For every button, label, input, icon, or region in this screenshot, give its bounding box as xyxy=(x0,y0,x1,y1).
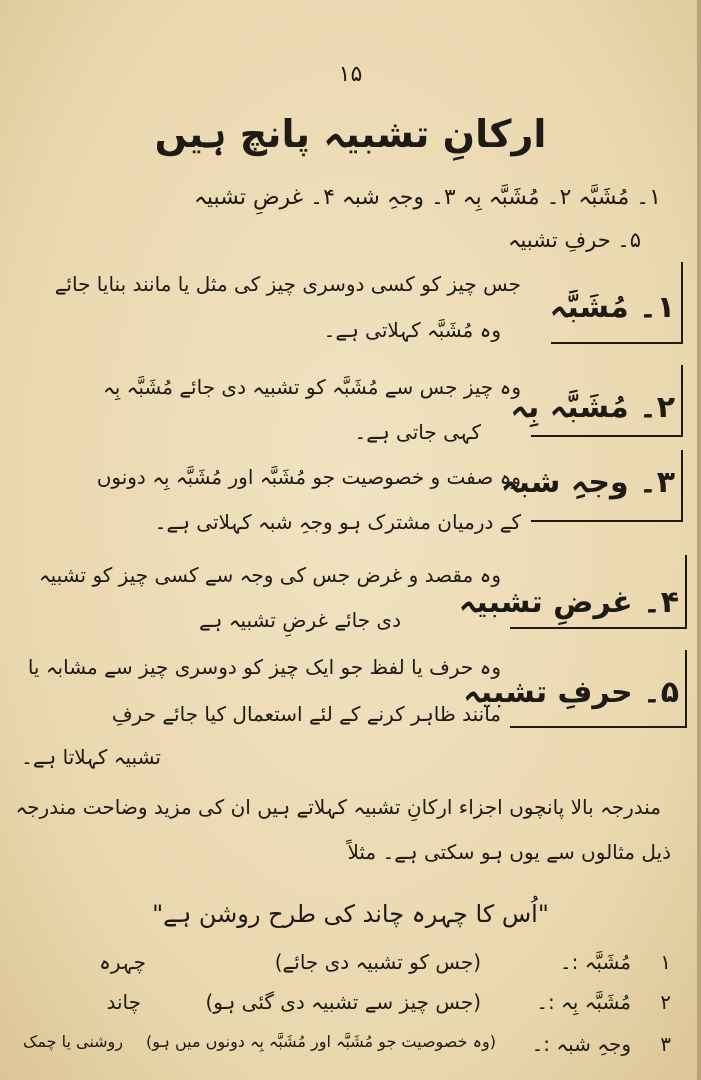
section-5-continuation: تشبیہ کہلاتا ہے۔ xyxy=(21,745,161,769)
page-title: ارکانِ تشبیہ پانچ ہیں xyxy=(154,112,547,156)
section-2-line-2: کہی جاتی ہے۔ xyxy=(354,420,481,444)
section-1-line-2: وہ مُشَبَّہ کہلاتی ہے۔ xyxy=(323,318,501,342)
section-heading-4: ۴۔ غرضِ تشبیہ xyxy=(458,585,679,620)
enumeration-line-1: ۱۔ مُشَبَّہ ۲۔ مُشَبَّہ بِہ ۳۔ وجہِ شبہ ۴۔ غرضِ تشبیہ xyxy=(194,185,661,210)
section-3-line-2: کے درمیان مشترک ہو وجہِ شبہ کہلاتی ہے۔ xyxy=(154,510,521,534)
example-row-3-term: وجہِ شبہ :۔ xyxy=(531,1032,631,1056)
example-row-1-term: مُشَبَّہ :۔ xyxy=(559,950,631,974)
example-row-3-num: ۳ xyxy=(660,1032,671,1056)
section-5-line-2: مانند ظاہر کرنے کے لئے استعمال کیا جائے حرفِ xyxy=(111,702,501,726)
section-2-line-1: وہ چیز جس سے مُشَبَّہ کو تشبیہ دی جائے مُشَبَّہ بِہ xyxy=(103,375,521,399)
example-row-1-desc: (جس کو تشبیہ دی جائے) xyxy=(274,950,481,974)
example-row-3-desc: (وہ خصوصیت جو مُشَبَّہ اور مُشَبَّہ بِہ دونوں میں ہو) xyxy=(145,1032,496,1051)
example-row-2-value: چاند xyxy=(106,990,141,1014)
enumeration-line-2: ۵۔ حرفِ تشبیہ xyxy=(508,228,641,252)
summary-line-2: ذیل مثالوں سے یوں ہو سکتی ہے۔ مثلاً xyxy=(347,840,671,864)
example-row-2-desc: (جس چیز سے تشبیہ دی گئی ہو) xyxy=(205,990,481,1014)
example-sentence: "اُس کا چہرہ چاند کی طرح روشن ہے" xyxy=(152,900,549,928)
example-row-3-value: روشنی یا چمک xyxy=(23,1032,123,1051)
section-heading-1: ۱۔ مُشَبَّہ xyxy=(549,290,675,325)
summary-line-1: مندرجہ بالا پانچوں اجزاء ارکانِ تشبیہ کہلاتے ہیں ان کی مزید وضاحت مندرجہ xyxy=(15,795,661,819)
section-4-line-2: دی جائے غرضِ تشبیہ ہے xyxy=(198,608,401,632)
example-row-2-term: مُشَبَّہ بِہ :۔ xyxy=(536,990,631,1014)
section-heading-5: ۵۔ حرفِ تشبیہ xyxy=(463,675,679,710)
section-1-line-1: جس چیز کو کسی دوسری چیز کی مثل یا مانند بنایا جائے xyxy=(54,272,521,296)
section-4-line-1: وہ مقصد و غرض جس کی وجہ سے کسی چیز کو تشبیہ xyxy=(38,563,501,587)
example-row-1-value: چہرہ xyxy=(99,950,146,974)
section-heading-2: ۲۔ مُشَبَّہ بِہ xyxy=(510,390,675,425)
example-row-1-num: ۱ xyxy=(660,950,671,974)
page-number: ۱۵ xyxy=(338,62,363,87)
example-row-2-num: ۲ xyxy=(660,990,671,1014)
section-5-line-1: وہ حرف یا لفظ جو ایک چیز کو دوسری چیز سے مشابہ یا xyxy=(27,655,501,679)
section-heading-3: ۳۔ وجہِ شبہ xyxy=(501,465,675,500)
page-edge xyxy=(697,0,701,1080)
section-3-line-1: وہ صفت و خصوصیت جو مُشَبَّہ اور مُشَبَّہ بِہ دونوں xyxy=(96,465,521,489)
